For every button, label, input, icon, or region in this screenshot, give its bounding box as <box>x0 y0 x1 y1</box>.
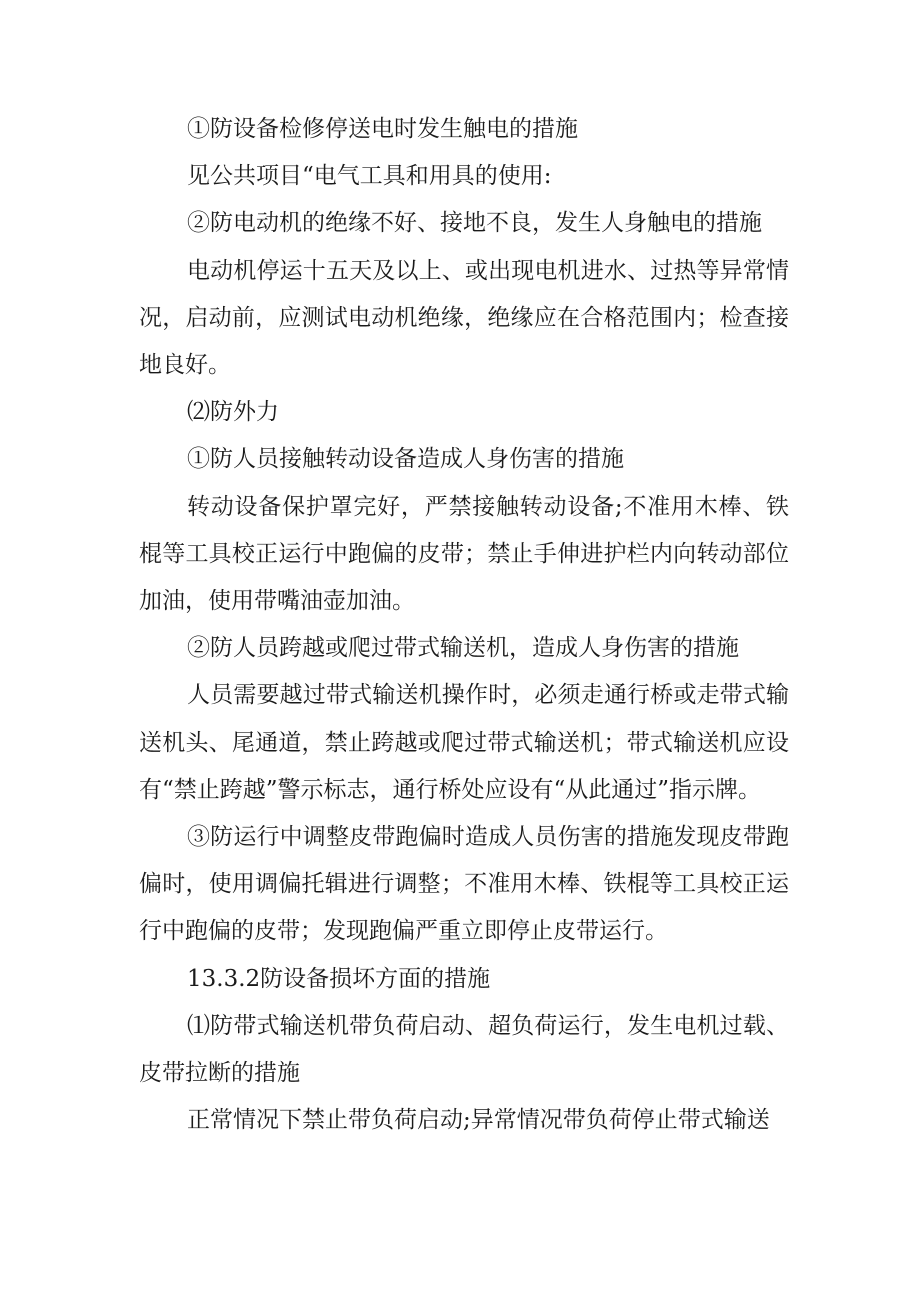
paragraph-2: 见公共项目“电气工具和用具的使用: <box>187 163 552 190</box>
paragraph-12: ⑴防带式输送机带负荷启动、超负荷运行，发生电机过载、皮带拉断的措施 <box>139 1012 789 1087</box>
paragraph-1: ①防设备检修停送电时发生触电的措施 <box>187 116 578 142</box>
paragraph-6: ①防人员接触转动设备造成人身伤害的措施 <box>187 446 624 473</box>
paragraph-5: ⑵防外力 <box>187 399 279 426</box>
paragraph-4: 电动机停运十五天及以上、或出现电机进水、过热等异常情况，启动前，应测试电动机绝缘，绝缘应在合格范围内；检查接地良好。 <box>139 257 789 379</box>
document-body <box>139 106 789 1144</box>
paragraph-11: 13.3.2防设备损坏方面的措施 <box>187 965 491 992</box>
paragraph-3: ②防电动机的绝缘不好、接地不良，发生人身触电的措施 <box>187 210 762 237</box>
paragraph-13: 正常情况下禁止带负荷启动;异常情况带负荷停止带式输送 <box>187 1107 770 1134</box>
paragraph-8: ②防人员跨越或爬过带式输送机，造成人身伤害的措施 <box>187 635 739 662</box>
paragraph-7: 转动设备保护罩完好，严禁接触转动设备;不准用木棒、铁棍等工具校正运行中跑偏的皮带；禁止手伸进护栏内向转动部位加油，使用带嘴油壶加油。 <box>139 493 789 615</box>
paragraph-9: 人员需要越过带式输送机操作时，必须走通行桥或走带式输送机头、尾通道，禁止跨越或爬过带式输送机；带式输送机应设有“禁止跨越”警示标志，通行桥处应设有“从此通过”指示牌。 <box>139 682 789 803</box>
paragraph-10: ③防运行中调整皮带跑偏时造成人员伤害的措施发现皮带跑偏时，使用调偏托辑进行调整；不准用木棒、铁棍等工具校正运行中跑偏的皮带；发现跑偏严重立即停止皮带运行。 <box>139 824 789 945</box>
